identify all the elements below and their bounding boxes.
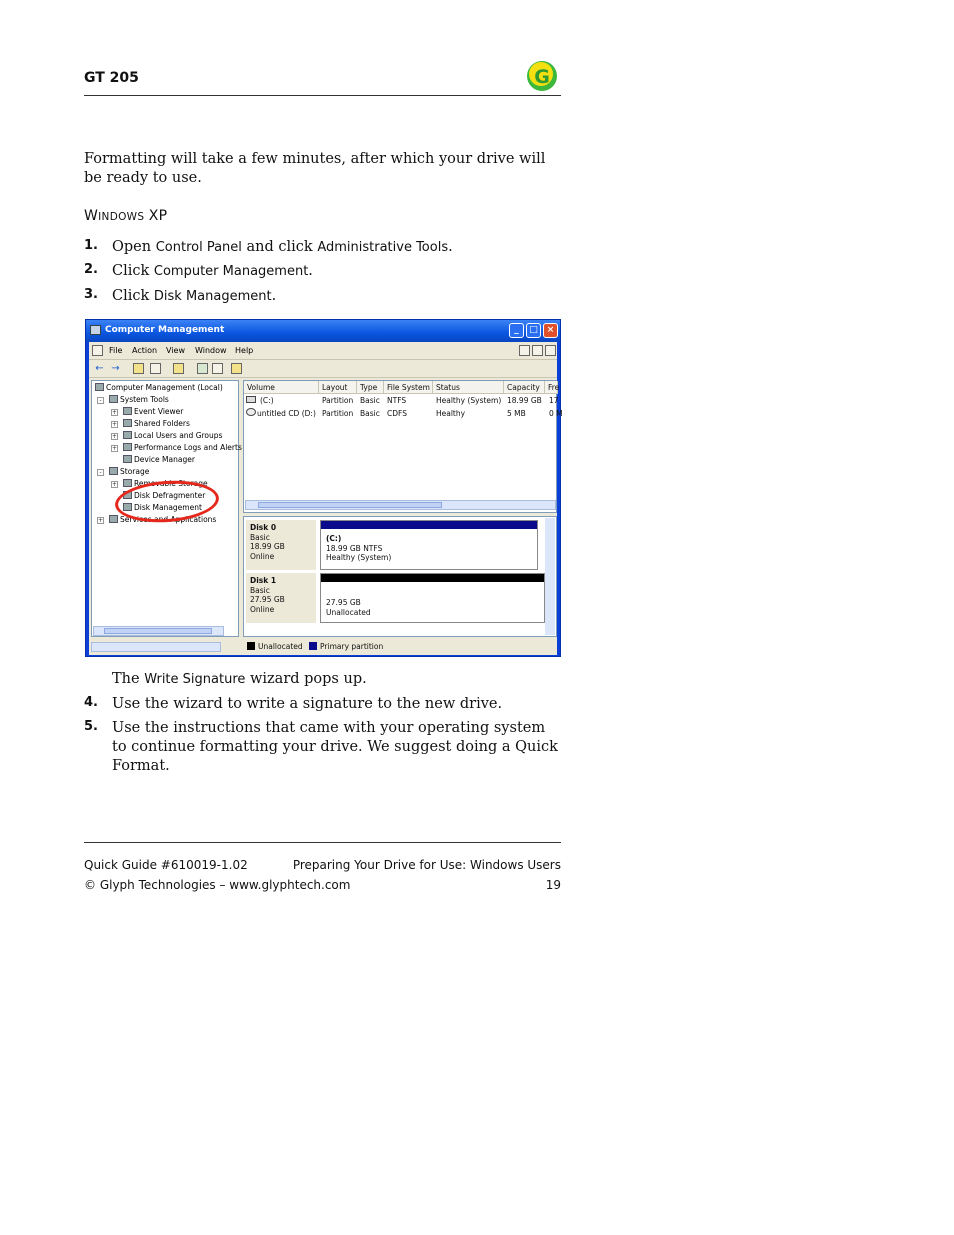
app-menu-icon[interactable] bbox=[92, 345, 103, 356]
column-header[interactable]: Status bbox=[433, 381, 504, 394]
legend-swatch-primary bbox=[309, 642, 317, 650]
collapse-icon[interactable]: - bbox=[97, 469, 104, 476]
tree-item[interactable]: Event Viewer bbox=[123, 407, 183, 416]
device-manager-icon bbox=[123, 455, 132, 463]
legend: Unallocated Primary partition bbox=[243, 640, 557, 653]
primary-partition-bar bbox=[321, 521, 537, 529]
disk-vertical-scrollbar[interactable] bbox=[545, 518, 555, 635]
tree-item[interactable]: Storage bbox=[109, 467, 149, 476]
column-header[interactable]: Fre bbox=[545, 381, 558, 394]
intro-paragraph: Formatting will take a few minutes, after which your drive will be ready to use. bbox=[84, 151, 546, 186]
administrative-tools-label: Administrative Tools bbox=[317, 240, 449, 255]
window-titlebar bbox=[86, 320, 560, 342]
removable-storage-icon bbox=[123, 479, 132, 487]
control-panel-label: Control Panel bbox=[155, 240, 242, 255]
tools-icon bbox=[109, 395, 118, 403]
table-cell[interactable]: (C:) bbox=[260, 396, 274, 405]
collapse-icon[interactable]: - bbox=[97, 397, 104, 404]
disk-view bbox=[243, 516, 557, 637]
tree-item-disk-management[interactable]: Disk Management bbox=[123, 503, 202, 512]
properties-icon[interactable] bbox=[173, 363, 184, 374]
table-cell: Basic bbox=[360, 396, 380, 405]
tree-item[interactable]: Device Manager bbox=[123, 455, 195, 464]
expand-icon[interactable]: + bbox=[112, 433, 118, 440]
table-cell: Partition bbox=[322, 409, 354, 418]
users-icon bbox=[123, 431, 132, 439]
expand-icon[interactable]: + bbox=[112, 445, 118, 452]
show-hide-tree-icon[interactable] bbox=[150, 363, 161, 374]
column-header[interactable]: Layout bbox=[319, 381, 357, 394]
write-signature-note: The Write Signature wizard pops up. bbox=[112, 671, 367, 687]
write-signature-label: Write Signature bbox=[144, 672, 246, 687]
table-cell: 18.99 GB bbox=[507, 396, 542, 405]
menu-file[interactable]: File bbox=[109, 346, 123, 355]
cd-icon bbox=[246, 408, 256, 416]
tree-item[interactable]: Services and Applications bbox=[109, 515, 216, 524]
back-arrow-icon[interactable]: ← bbox=[95, 363, 104, 374]
column-header[interactable]: Type bbox=[357, 381, 384, 394]
minimize-button[interactable]: _ bbox=[509, 323, 524, 338]
help-icon[interactable] bbox=[231, 363, 242, 374]
table-cell: NTFS bbox=[387, 396, 407, 405]
event-viewer-icon bbox=[123, 407, 132, 415]
table-cell: 5 MB bbox=[507, 409, 526, 418]
tree-item[interactable]: Computer Management (Local) bbox=[95, 383, 223, 392]
disk-0-label[interactable]: Disk 0 Basic 18.99 GB Online bbox=[246, 520, 316, 570]
shared-folder-icon bbox=[123, 419, 132, 427]
table-cell: Partition bbox=[322, 396, 354, 405]
expand-icon[interactable]: + bbox=[98, 517, 104, 524]
tree-item[interactable]: Performance Logs and Alerts bbox=[123, 443, 242, 452]
refresh-icon[interactable] bbox=[197, 363, 208, 374]
export-icon[interactable] bbox=[212, 363, 223, 374]
glyph-logo bbox=[526, 60, 558, 92]
table-cell: 0 M bbox=[549, 409, 563, 418]
tree-item[interactable]: Removable Storage bbox=[123, 479, 208, 488]
table-cell[interactable]: untitled CD (D:) bbox=[257, 409, 316, 418]
close-button[interactable]: × bbox=[543, 323, 558, 338]
table-cell: 17 bbox=[549, 396, 559, 405]
volume-unallocated[interactable]: 27.95 GB Unallocated bbox=[320, 573, 545, 623]
volume-list bbox=[243, 380, 563, 513]
tree-item[interactable]: Local Users and Groups bbox=[123, 431, 222, 440]
computer-icon bbox=[95, 383, 104, 391]
expand-icon[interactable]: + bbox=[112, 421, 118, 428]
tree-horizontal-scrollbar[interactable] bbox=[93, 626, 224, 636]
menu-view[interactable]: View bbox=[166, 346, 185, 355]
restore-child-icon[interactable] bbox=[519, 345, 530, 356]
menu-window[interactable]: Window bbox=[195, 346, 227, 355]
drive-icon bbox=[246, 396, 256, 403]
logo-letter: G bbox=[534, 66, 550, 88]
menu-help[interactable]: Help bbox=[235, 346, 254, 355]
disk-management-label: Disk Management bbox=[153, 289, 272, 304]
tree-item[interactable]: Shared Folders bbox=[123, 419, 190, 428]
tree-item[interactable]: Disk Defragmenter bbox=[123, 491, 205, 500]
expand-icon[interactable]: + bbox=[112, 409, 118, 416]
menu-action[interactable]: Action bbox=[132, 346, 158, 355]
column-header[interactable]: Capacity bbox=[504, 381, 545, 394]
volume-c[interactable]: (C:) 18.99 GB NTFS Healthy (System) bbox=[320, 520, 538, 570]
performance-icon bbox=[123, 443, 132, 451]
computer-management-label: Computer Management bbox=[153, 264, 309, 279]
page-number: 19 bbox=[545, 878, 561, 892]
restore-window-icon[interactable] bbox=[532, 345, 543, 356]
legend-swatch-unallocated bbox=[247, 642, 255, 650]
close-child-icon[interactable] bbox=[545, 345, 556, 356]
tree-item[interactable]: System Tools bbox=[109, 395, 169, 404]
up-folder-icon[interactable] bbox=[133, 363, 144, 374]
unallocated-bar bbox=[321, 574, 544, 582]
maximize-button[interactable]: □ bbox=[526, 323, 541, 338]
window-title: Computer Management bbox=[105, 325, 225, 335]
table-cell: Healthy (System) bbox=[436, 396, 502, 405]
footer-section-title: Preparing Your Drive for Use: Windows Users bbox=[292, 858, 561, 872]
column-header[interactable]: File System bbox=[384, 381, 433, 394]
table-cell: Healthy bbox=[436, 409, 466, 418]
toolbar bbox=[89, 360, 557, 378]
footer-guide-number: Quick Guide #610019-1.02 bbox=[84, 858, 248, 872]
column-header[interactable]: Volume bbox=[244, 381, 319, 394]
status-bar bbox=[89, 640, 241, 653]
footer-rule bbox=[84, 842, 561, 843]
disk-1-label[interactable]: Disk 1 Basic 27.95 GB Online bbox=[246, 573, 316, 623]
table-cell: Basic bbox=[360, 409, 380, 418]
list-horizontal-scrollbar[interactable] bbox=[245, 500, 556, 510]
computer-icon bbox=[90, 325, 101, 335]
expand-icon[interactable]: + bbox=[112, 481, 118, 488]
services-icon bbox=[109, 515, 118, 523]
document-title: GT 205 bbox=[84, 70, 139, 86]
footer-copyright: © Glyph Technologies – www.glyphtech.com bbox=[84, 878, 351, 892]
forward-arrow-icon[interactable]: → bbox=[111, 363, 120, 374]
section-heading: WINDOWS XP bbox=[84, 208, 168, 224]
storage-icon bbox=[109, 467, 118, 475]
header-rule bbox=[84, 95, 561, 96]
menu-bar bbox=[89, 342, 557, 360]
table-cell: CDFS bbox=[387, 409, 407, 418]
